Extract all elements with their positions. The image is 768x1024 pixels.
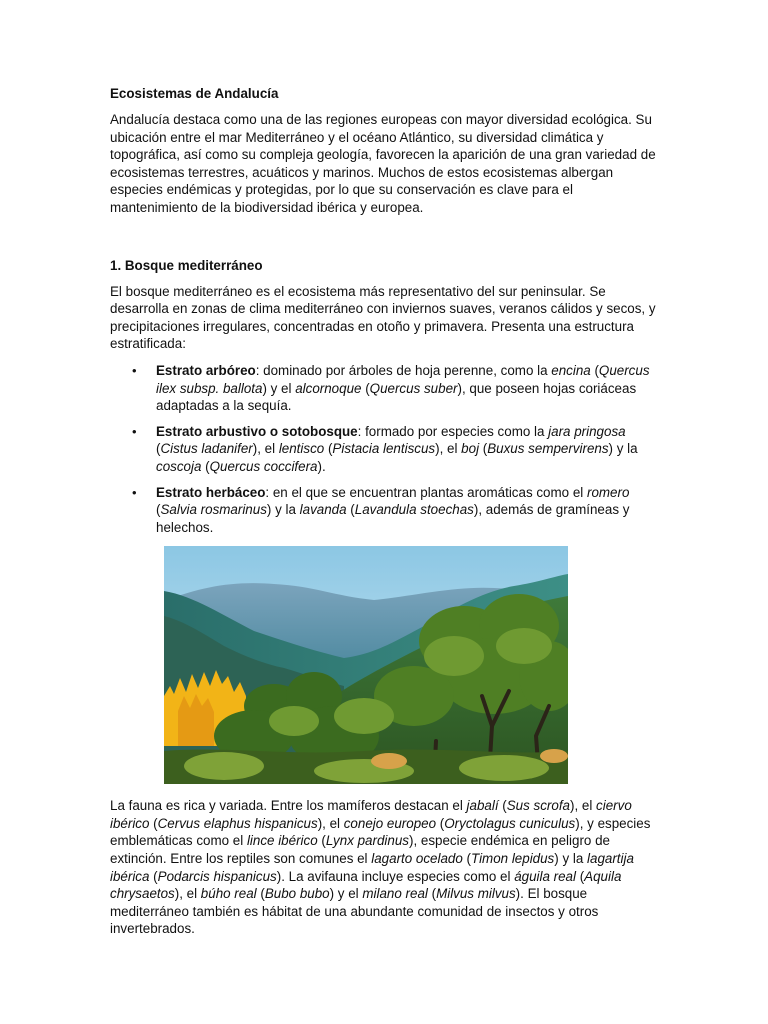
species-name: ciervo ibérico [110, 798, 632, 831]
bullet-icon: • [132, 423, 137, 439]
species-name: jabalí [466, 798, 499, 814]
species-name: jara pringosa [548, 423, 626, 439]
species-name: conejo europeo [343, 815, 437, 831]
species-name: coscoja [156, 458, 202, 474]
species-name: Buxus sempervirens [487, 441, 609, 457]
species-name: lentisco [278, 441, 325, 457]
text-run: ( [346, 502, 355, 518]
mediterranean-forest-photo [164, 546, 568, 784]
bullet-icon: • [132, 362, 137, 378]
bosque-intro-paragraph: El bosque mediterráneo es el ecosistema más representativo del sur peninsular. Se desarrolla en zonas de clima mediterráneo con inviernos suaves, veranos cálidos y secos, y precipitaciones irregulares, concentradas en otoño y primavera. Presenta una estructura estratificada: [110, 283, 656, 352]
text-run: ) y la [266, 502, 300, 518]
text-run: ( [156, 502, 161, 518]
species-name: Aquila chrysaetos [110, 868, 622, 902]
bullet-icon: • [132, 484, 137, 500]
term-label: Estrato herbáceo [156, 484, 266, 500]
text-run: ) y la [608, 441, 638, 457]
list-item-estrato-arboreo [110, 362, 658, 415]
species-name: encina [551, 362, 591, 378]
species-name: Lavandula stoechas [354, 502, 474, 518]
text-run: ). El bosque mediterráneo también es hábitat de una abundante comunidad de insectos y otros invertebrados. [110, 886, 599, 937]
species-name: Quercus ilex subsp. ballota [156, 362, 650, 396]
term-label: Estrato arbustivo o sotobosque [156, 423, 358, 439]
species-name: Milvus milvus [436, 886, 516, 902]
text-run: ), el [570, 798, 597, 814]
species-name: lince ibérico [246, 833, 318, 849]
species-name: Timon lepidus [471, 851, 555, 867]
text-run: ( [462, 851, 472, 867]
text-run: ( [590, 362, 599, 378]
species-name: águila real [514, 868, 576, 884]
species-name: Cistus ladanifer [160, 441, 253, 457]
text-run: ( [498, 798, 507, 814]
species-name: boj [461, 441, 480, 457]
text-run: ( [436, 815, 445, 831]
text-run: ) y la [554, 851, 588, 867]
text-run: ( [324, 441, 333, 457]
intro-paragraph: Andalucía destaca como una de las regiones europeas con mayor diversidad ecológica. Su ubicación entre el mar Mediterráneo y el océano Atlántico, su diversidad climática y topográfica, así como su compleja geología, favorecen la aparición de una gran variedad de ecosistemas terrestres, acuáticos y marinos. Muchos de estos ecosistemas albergan especies endémicas y protegidas, por lo que su conservación es clave para el mantenimiento de la biodiversidad ibérica y europea. [110, 112, 656, 215]
document-title: Ecosistemas de Andalucía [110, 86, 279, 101]
text-run: ), el [252, 441, 279, 457]
species-name: Oryctolagus cuniculus [444, 815, 576, 831]
text-run: ), que poseen hojas coriáceas adaptadas a la sequía. [156, 380, 637, 414]
species-name: lavanda [299, 502, 347, 518]
text-run: ( [156, 441, 161, 457]
text-run: ( [149, 868, 158, 884]
text-run: ), el [174, 886, 201, 902]
text-run: ( [149, 815, 158, 831]
species-name: Cervus elaphus hispanicus [157, 815, 318, 831]
list-item-estrato-herbaceo [110, 484, 658, 537]
species-name: lagartija ibérica [110, 851, 634, 884]
species-name: Quercus coccifera [209, 458, 318, 474]
species-name: milano real [362, 886, 428, 902]
species-name: romero [586, 484, 630, 500]
text-run: ( [361, 380, 370, 396]
document-body [110, 85, 658, 938]
text-run: ( [427, 886, 437, 902]
text-run: ( [479, 441, 488, 457]
text-run: : formado por especies como la [357, 423, 549, 439]
text-run: ) y el [262, 380, 296, 396]
text-run: ), el [317, 815, 344, 831]
species-name: Sus scrofa [506, 798, 570, 814]
text-run: ( [317, 833, 326, 849]
species-name: Salvia rosmarinus [160, 502, 267, 518]
text-run: ( [256, 886, 265, 902]
text-run: ( [201, 458, 210, 474]
text-run: ( [575, 868, 585, 884]
term-label: Estrato arbóreo [156, 362, 256, 378]
text-run: : dominado por árboles de hoja perenne, como la [255, 362, 552, 378]
section-heading-bosque: 1. Bosque mediterráneo [110, 257, 263, 273]
text-run: ), el [435, 441, 462, 457]
species-name: lagarto ocelado [371, 851, 463, 867]
species-name: Pistacia lentiscus [332, 441, 436, 457]
species-name: Podarcis hispanicus [157, 868, 277, 884]
text-run: La fauna es rica y variada. Entre los mamíferos destacan el [110, 798, 467, 814]
text-run: ), además de gramíneas y helechos. [156, 502, 630, 535]
text-run: : en el que se encuentran plantas aromáticas como el [265, 484, 587, 500]
species-name: alcornoque [295, 380, 362, 396]
text-run: ). La avifauna incluye especies como el [276, 868, 515, 884]
text-run: ), y especies emblemáticas como el [110, 815, 651, 849]
text-run: ). [317, 458, 326, 474]
text-run: ) y el [329, 886, 363, 902]
species-name: Bubo bubo [264, 886, 330, 902]
list-item-estrato-arbustivo [110, 423, 658, 476]
species-name: Quercus suber [369, 380, 458, 396]
species-name: Lynx pardinus [325, 833, 409, 849]
strata-list [110, 362, 658, 536]
species-name: búho real [200, 886, 257, 902]
fauna-paragraph [110, 797, 658, 938]
text-run: ), especie endémica en peligro de extinción. Entre los reptiles son comunes el [110, 833, 610, 867]
